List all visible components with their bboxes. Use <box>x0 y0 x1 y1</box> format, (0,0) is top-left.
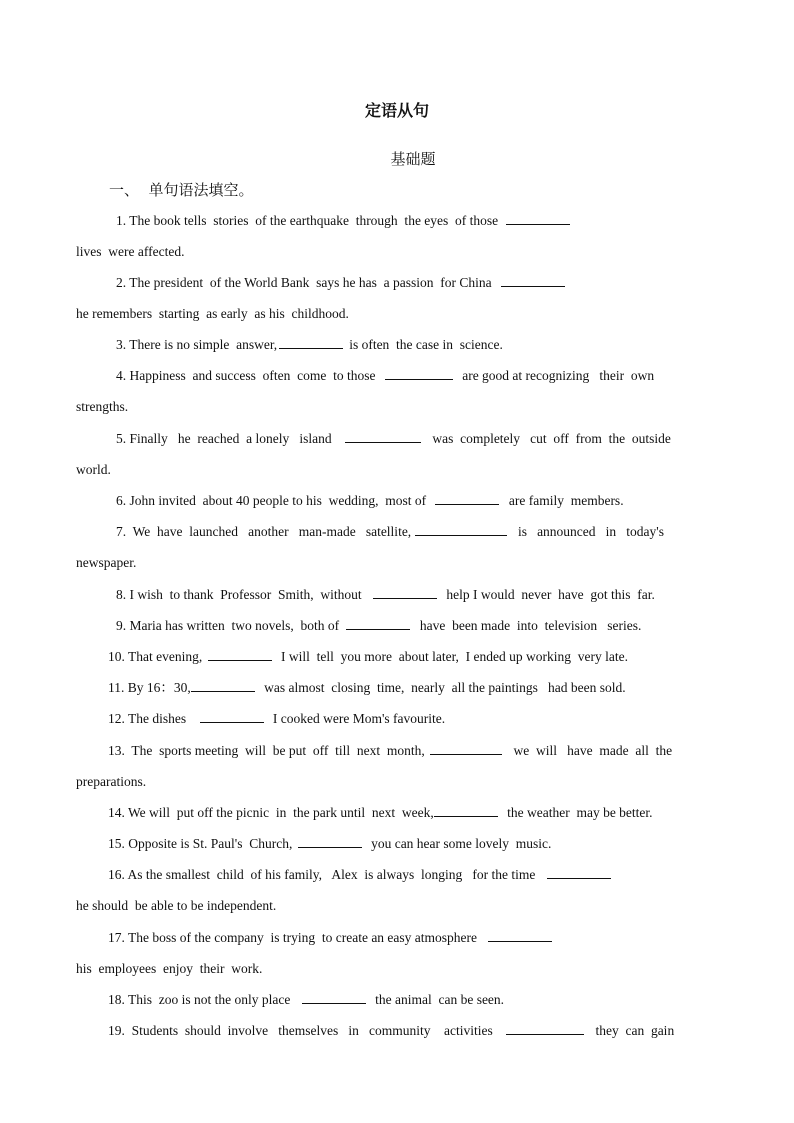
question-16: 16. As the smallest child of his family, Alex is always longing for the time he should be able to be independent. <box>76 859 716 921</box>
question-8: 8. I wish to thank Professor Smith, without help I would never have got this far. <box>76 579 716 610</box>
answer-blank[interactable] <box>385 365 453 380</box>
answer-blank[interactable] <box>208 646 272 661</box>
answer-blank[interactable] <box>506 1020 584 1035</box>
question-4: 4. Happiness and success often come to those are good at recognizing their own strengths. <box>76 360 716 422</box>
answer-blank[interactable] <box>547 864 611 879</box>
answer-blank[interactable] <box>191 677 255 692</box>
page-title: 定语从句 <box>364 101 429 120</box>
question-18: 18. This zoo is not the only place the animal can be seen. <box>76 984 716 1015</box>
question-11: 11. By 16：30, was almost closing time, nearly all the paintings had been sold. <box>76 672 716 703</box>
answer-blank[interactable] <box>298 833 362 848</box>
answer-blank[interactable] <box>279 334 343 349</box>
question-13: 13. The sports meeting will be put off till next month, we will have made all the preparations. <box>76 735 716 797</box>
answer-blank[interactable] <box>430 740 502 755</box>
question-1: 1. The book tells stories of the earthquake through the eyes of those lives were affected. <box>76 205 716 267</box>
section-heading: 一、 单句语法填空。 <box>109 181 254 199</box>
answer-blank[interactable] <box>345 428 421 443</box>
question-6: 6. John invited about 40 people to his wedding, most of are family members. <box>76 485 716 516</box>
answer-blank[interactable] <box>488 927 552 942</box>
answer-blank[interactable] <box>200 708 264 723</box>
question-19: 19. Students should involve themselves in community activities they can gain <box>76 1015 716 1046</box>
answer-blank[interactable] <box>501 272 565 287</box>
question-3: 3. There is no simple answer, is often the case in science. <box>76 329 716 360</box>
answer-blank[interactable] <box>346 615 410 630</box>
answer-blank[interactable] <box>373 584 437 599</box>
question-17: 17. The boss of the company is trying to create an easy atmosphere his employees enjoy their work. <box>76 922 716 984</box>
question-9: 9. Maria has written two novels, both of have been made into television series. <box>76 610 716 641</box>
question-5: 5. Finally he reached a lonely island was completely cut off from the outside world. <box>76 423 716 485</box>
question-15: 15. Opposite is St. Paul's Church, you can hear some lovely music. <box>76 828 716 859</box>
question-7: 7. We have launched another man-made satellite, is announced in today's newspaper. <box>76 516 716 578</box>
answer-blank[interactable] <box>435 490 499 505</box>
answer-blank[interactable] <box>302 989 366 1004</box>
question-12: 12. The dishes I cooked were Mom's favourite. <box>76 703 716 734</box>
question-2: 2. The president of the World Bank says he has a passion for China he remembers starting as early as his childhood. <box>76 267 716 329</box>
question-14: 14. We will put off the picnic in the park until next week, the weather may be better. <box>76 797 716 828</box>
answer-blank[interactable] <box>415 521 507 536</box>
answer-blank[interactable] <box>434 802 498 817</box>
answer-blank[interactable] <box>506 210 570 225</box>
question-10: 10. That evening, I will tell you more about later, I ended up working very late. <box>76 641 716 672</box>
section-subtitle: 基础题 <box>390 150 436 168</box>
